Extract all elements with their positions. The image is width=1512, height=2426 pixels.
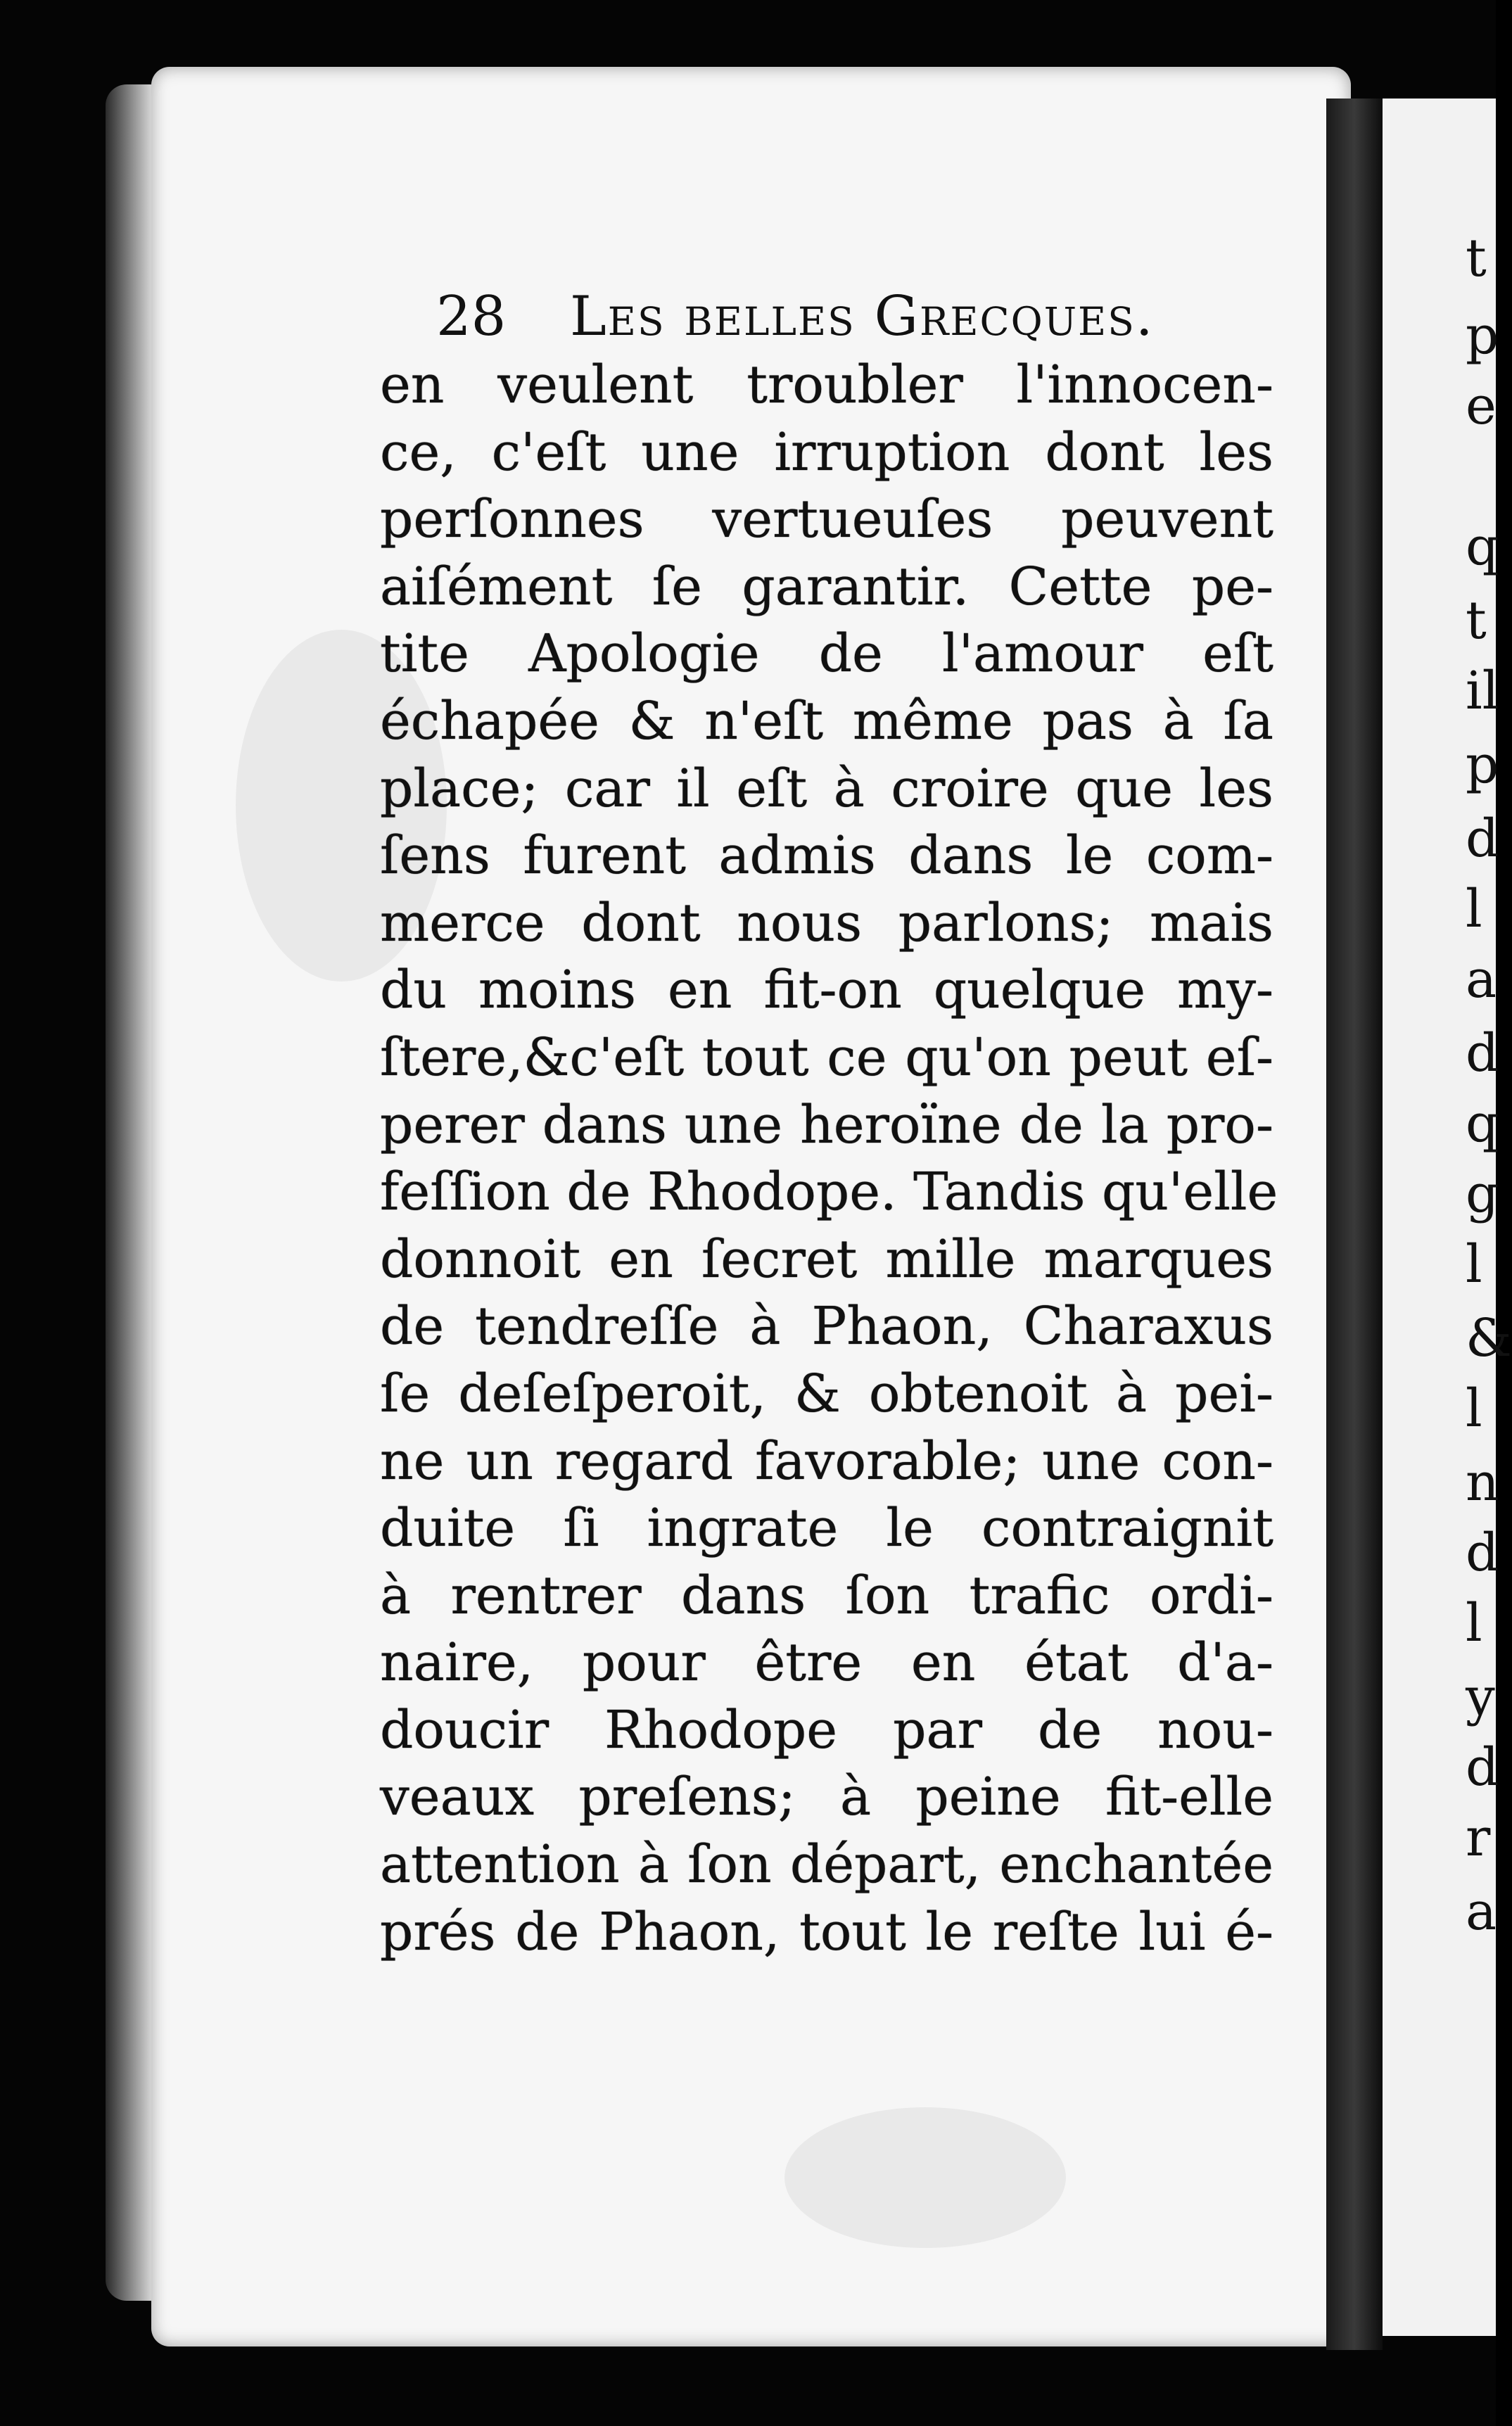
text-line: feſſion de Rhodope. Tandis qu'elle <box>380 1162 1278 1223</box>
facing-page-letter: n <box>1466 1452 1499 1513</box>
text-line: aiſément ſe garantir. Cette pe- <box>380 556 1273 617</box>
facing-page-letter: l <box>1466 1593 1482 1653</box>
paper-stain <box>784 2107 1066 2248</box>
facing-page-letter: t <box>1466 590 1487 651</box>
text-line: prés de Phaon, tout le reſte lui é- <box>380 1901 1273 1962</box>
facing-page-letter: a <box>1466 1881 1497 1942</box>
running-title: Les belles Grecques. <box>570 285 1155 348</box>
text-line: à rentrer dans ſon trafic ordi- <box>380 1565 1273 1626</box>
facing-page-letter: q <box>1466 1093 1499 1154</box>
text-line: ſe deſeſperoit, & obtenoit à pei- <box>380 1363 1273 1424</box>
facing-page-letter: g <box>1466 1164 1499 1224</box>
facing-page-letter: p <box>1466 735 1499 795</box>
text-line: attention à ſon départ, enchantée <box>380 1834 1273 1895</box>
facing-page-letter: d <box>1466 1737 1499 1798</box>
facing-page-letter: d <box>1466 808 1499 869</box>
text-line: duite ſi ingrate le contraignit <box>380 1498 1273 1559</box>
text-line: perer dans une heroïne de la pro- <box>380 1094 1273 1155</box>
book-gutter <box>1326 99 1383 2350</box>
facing-page-letter: l <box>1466 1378 1482 1439</box>
text-line: ſtere,&c'eſt tout ce qu'on peut eſ- <box>380 1027 1273 1088</box>
text-line: merce dont nous parlons; mais <box>380 892 1273 953</box>
text-line: du moins en fit-on quelque my- <box>380 960 1273 1021</box>
facing-page-letter: y <box>1466 1667 1495 1727</box>
facing-page-letter: q <box>1466 516 1499 577</box>
facing-page-letter: e <box>1466 376 1497 436</box>
text-line: naire, pour être en état d'a- <box>380 1632 1273 1694</box>
text-line: doucir Rhodope par de nou- <box>380 1699 1273 1760</box>
facing-page-letter: il <box>1466 661 1499 721</box>
facing-page-letter: t <box>1466 228 1487 288</box>
facing-page-letter: d <box>1466 1523 1499 1583</box>
text-line: en veulent troubler l'innocen- <box>380 355 1273 415</box>
page-number: 28 <box>436 285 507 348</box>
facing-page-letter: p <box>1466 305 1499 366</box>
text-line: ce, c'eſt une irruption dont les <box>380 421 1273 483</box>
text-line: ne un regard favorable; une con- <box>380 1430 1273 1492</box>
text-line: de tendreſſe à Phaon, Charaxus <box>380 1296 1273 1357</box>
text-line: place; car il eſt à croire que les <box>380 758 1273 819</box>
facing-page-letter: r <box>1466 1808 1491 1868</box>
text-line: perſonnes vertueuſes peuvent <box>380 489 1273 550</box>
facing-page-letter: l <box>1466 879 1482 939</box>
text-line: ſens furent admis dans le com- <box>380 825 1273 887</box>
facing-page-letter: d <box>1466 1023 1499 1084</box>
text-line: donnoit en ſecret mille marques <box>380 1228 1273 1290</box>
facing-page-fragment <box>1383 99 1512 2336</box>
page-body-text <box>380 352 1278 1966</box>
facing-page-letter: a <box>1466 949 1497 1010</box>
facing-page-letter: & <box>1466 1308 1512 1368</box>
text-line: échapée & n'eſt même pas à ſa <box>380 690 1273 751</box>
text-line: veaux preſens; à peine fit-elle <box>380 1767 1273 1828</box>
text-line: tite Apologie de l'amour eſt <box>380 623 1273 685</box>
facing-page-letter: l <box>1466 1234 1482 1295</box>
